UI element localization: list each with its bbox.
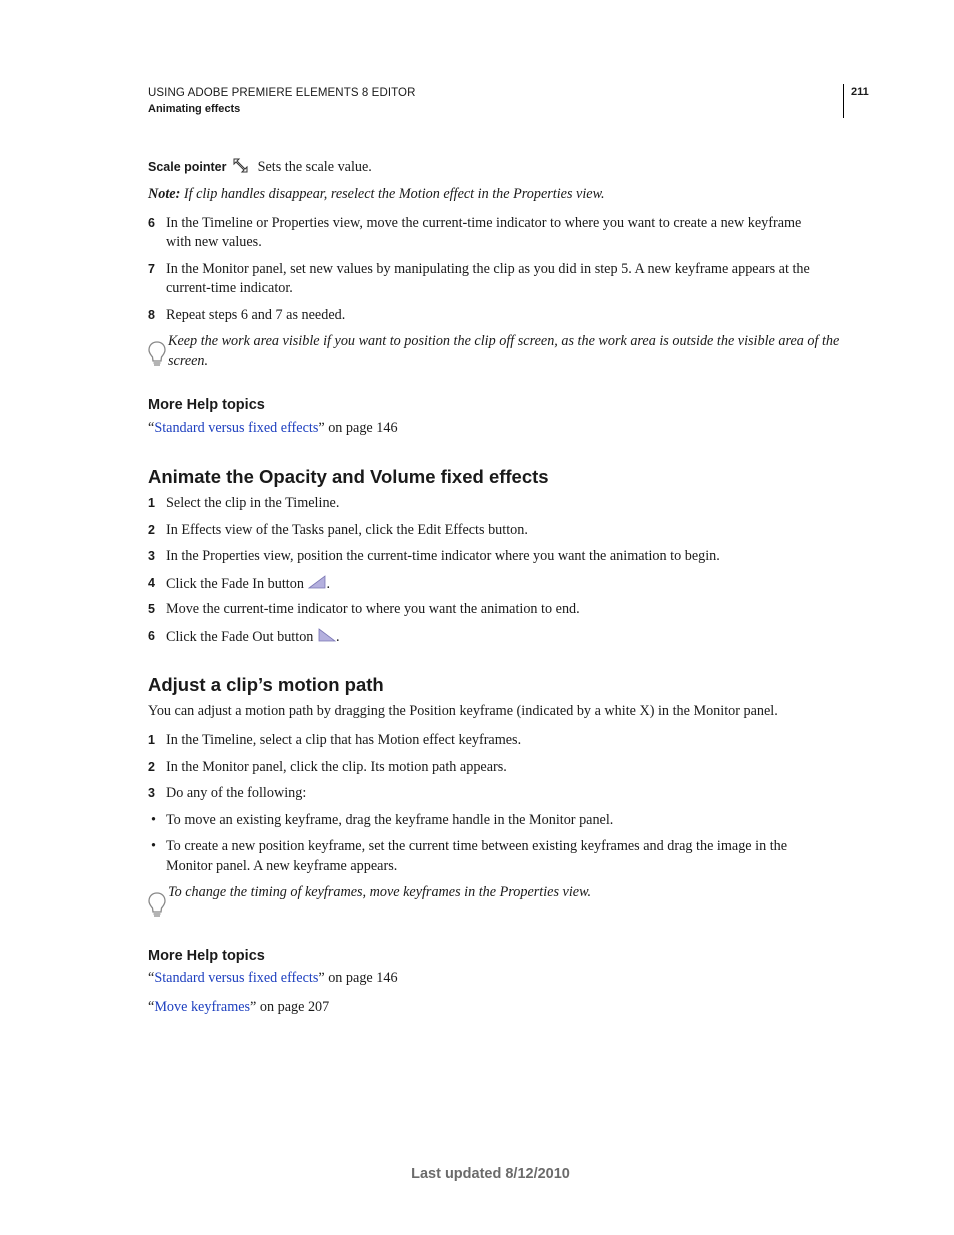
note-label: Note: bbox=[148, 186, 181, 202]
step-number: 7 bbox=[148, 262, 155, 276]
step-text-period: . bbox=[326, 575, 331, 592]
scale-pointer-label: Scale pointer bbox=[148, 159, 227, 174]
step-text-period: . bbox=[335, 628, 340, 645]
step-number: 1 bbox=[148, 733, 155, 747]
step-number: 6 bbox=[148, 216, 155, 230]
note bbox=[148, 186, 605, 203]
running-header-section: Animating effects bbox=[148, 103, 241, 115]
quote-open: “ bbox=[148, 420, 155, 436]
step-number: 3 bbox=[148, 549, 155, 563]
step-text: Repeat steps 6 and 7 as needed. bbox=[166, 307, 346, 323]
tip-text: Keep the work area visible if you want to position the clip off screen, as the work area is outside the visible area of the bbox=[168, 333, 840, 349]
bullet-text: To move an existing keyframe, drag the keyframe handle in the Monitor panel. bbox=[166, 812, 614, 828]
link-page-ref: ” on page 146 bbox=[318, 420, 398, 436]
step-number: 6 bbox=[148, 629, 155, 643]
quote-open: “ bbox=[148, 970, 155, 986]
scale-pointer-icon bbox=[232, 157, 250, 178]
bullet-mark: • bbox=[151, 838, 156, 854]
note-text: If clip handles disappear, reselect the Motion effect in the Properties view. bbox=[180, 186, 605, 202]
help-link-row bbox=[148, 420, 398, 437]
running-header-title: USING ADOBE PREMIERE ELEMENTS 8 EDITOR bbox=[148, 87, 416, 99]
step-text: In the Monitor panel, click the clip. Its motion path appears. bbox=[166, 759, 507, 775]
help-link-row bbox=[148, 970, 398, 987]
page-number: 211 bbox=[851, 86, 869, 98]
footer bbox=[0, 1166, 954, 1183]
more-help-heading: More Help topics bbox=[148, 948, 265, 964]
link-page-ref: ” on page 207 bbox=[250, 999, 330, 1015]
link-standard-versus-fixed-effects[interactable]: Standard versus fixed effects bbox=[154, 970, 319, 986]
step-text: In the Timeline, select a clip that has Motion effect keyframes. bbox=[166, 732, 522, 748]
tip-text: To change the timing of keyframes, move keyframes in the Properties view. bbox=[168, 884, 592, 900]
fade-in-icon bbox=[308, 575, 326, 594]
step-text: Move the current-time indicator to where you want the animation to end. bbox=[166, 601, 580, 617]
section-heading-motion-path: Adjust a clip’s motion path bbox=[148, 674, 384, 695]
lightbulb-tip-icon bbox=[147, 340, 167, 373]
link-standard-versus-fixed-effects[interactable]: Standard versus fixed effects bbox=[154, 420, 319, 436]
help-link-row bbox=[148, 999, 329, 1016]
lightbulb-tip-icon bbox=[147, 891, 167, 924]
step-number: 5 bbox=[148, 602, 155, 616]
step-number: 1 bbox=[148, 496, 155, 510]
last-updated-text: Last updated 8/12/2010 bbox=[411, 1166, 570, 1182]
more-help-heading: More Help topics bbox=[148, 397, 265, 413]
step-text-continued: with new values. bbox=[166, 234, 262, 250]
step-text: Click the Fade In button bbox=[166, 575, 304, 592]
fade-out-icon bbox=[318, 628, 336, 647]
scale-pointer-row bbox=[148, 157, 372, 178]
tip-text-continued: screen. bbox=[168, 353, 209, 369]
step-text-fade-out bbox=[166, 628, 339, 647]
section-intro: You can adjust a motion path by dragging the Position keyframe (indicated by a white X) in the Monitor panel. bbox=[148, 703, 778, 719]
header-divider bbox=[843, 84, 844, 118]
section-heading-opacity: Animate the Opacity and Volume fixed effects bbox=[148, 466, 549, 487]
scale-pointer-text: Sets the scale value. bbox=[257, 158, 372, 175]
step-text: Do any of the following: bbox=[166, 785, 307, 801]
step-text: In the Properties view, position the current-time indicator where you want the animation to begin. bbox=[166, 548, 720, 564]
step-text: In Effects view of the Tasks panel, click the Edit Effects button. bbox=[166, 522, 528, 538]
bullet-text-continued: Monitor panel. A new keyframe appears. bbox=[166, 858, 398, 874]
link-page-ref: ” on page 146 bbox=[318, 970, 398, 986]
link-move-keyframes[interactable]: Move keyframes bbox=[154, 999, 251, 1015]
quote-open: “ bbox=[148, 999, 155, 1015]
step-number: 2 bbox=[148, 760, 155, 774]
step-number: 8 bbox=[148, 308, 155, 322]
step-text-fade-in bbox=[166, 575, 330, 594]
bullet-mark: • bbox=[151, 812, 156, 828]
step-number: 3 bbox=[148, 786, 155, 800]
step-number: 4 bbox=[148, 576, 155, 590]
step-text: In the Monitor panel, set new values by manipulating the clip as you did in step 5. A new keyframe appears at the bbox=[166, 261, 810, 277]
step-text: In the Timeline or Properties view, move the current-time indicator to where you want to create a new keyframe bbox=[166, 215, 802, 231]
step-text: Click the Fade Out button bbox=[166, 628, 314, 645]
step-text-continued: current-time indicator. bbox=[166, 280, 293, 296]
step-number: 2 bbox=[148, 523, 155, 537]
step-text: Select the clip in the Timeline. bbox=[166, 495, 340, 511]
bullet-text: To create a new position keyframe, set the current time between existing keyframes and drag the image in the bbox=[166, 838, 788, 854]
